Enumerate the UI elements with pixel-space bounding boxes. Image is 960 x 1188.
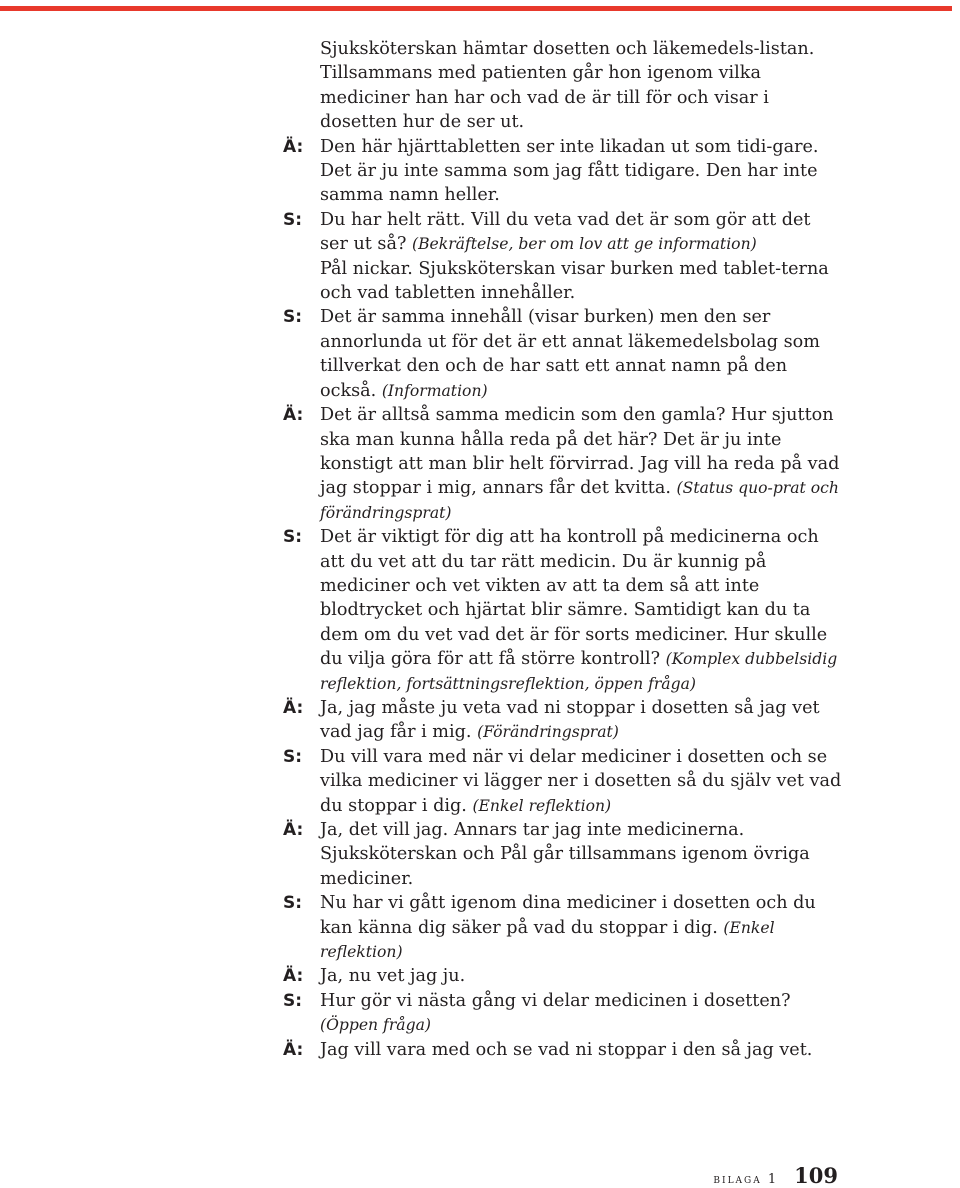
dialogue-line (283, 818, 843, 842)
line-text: Du vill vara med när vi delar mediciner i dosetten och se vilka mediciner vi lägger ner i dosetten så du själv vet vad du stoppar i dig. (320, 746, 842, 816)
top-accent-rule (0, 6, 952, 11)
speaker-label: S: (283, 209, 303, 230)
speaker-label: Ä: (283, 697, 304, 718)
speaker-label: Ä: (283, 820, 304, 840)
annotation-note: (Status quo-prat och förändringsprat) (320, 479, 839, 522)
annotation-note: (Bekräftelse, ber om lov att ge information) (411, 235, 757, 254)
dialogue-line (283, 208, 843, 257)
dialogue-line (283, 964, 843, 988)
line-text: Du har helt rätt. Vill du veta vad det är som gör att det ser ut så? (320, 209, 811, 255)
line-text: Det är samma innehåll (visar burken) men den ser annorlunda ut för det är ett annat läkemedelsbolag som tillverkat den och de har satt ett annat namn på den också. (320, 307, 820, 401)
line-text: Jag vill vara med och se vad ni stoppar i den så jag vet. (320, 1039, 813, 1060)
dialogue-line (283, 305, 843, 403)
narration-line (283, 37, 843, 135)
annotation-note: (Komplex dubbelsidig reflektion, fortsättningsreflektion, öppen fråga) (320, 650, 838, 693)
line-text: Hur gör vi nästa gång vi delar medicinen i dosetten? (320, 990, 791, 1011)
dialogue-line (283, 1038, 843, 1062)
annotation-note: (Förändringsprat) (477, 723, 619, 742)
dialogue-line (283, 696, 843, 745)
narration-line (283, 842, 843, 891)
annotation-note: (Öppen fråga) (320, 1016, 431, 1035)
speaker-label: Ä: (283, 1039, 304, 1060)
line-text: Ja, nu vet jag ju. (320, 966, 466, 987)
page-footer (713, 1163, 838, 1188)
dialogue-line (283, 891, 843, 964)
speaker-label: S: (283, 527, 303, 548)
annotation-note: (Information) (381, 381, 488, 400)
line-text: Pål nickar. Sjuksköterskan visar burken med tablet-terna och vad tabletten innehåller. (320, 258, 829, 304)
line-text: Den här hjärttabletten ser inte likadan ut som tidi-gare. Det är ju inte samma som jag fått tidigare. Den har inte samma namn heller. (320, 136, 819, 206)
narration-line (283, 257, 843, 306)
line-text: Sjuksköterskan hämtar dosetten och läkemedels-listan. Tillsammans med patienten går hon igenom vilka mediciner han har och vad de är till för och visar i dosetten hur de ser ut. (320, 39, 815, 133)
dialogue-line (283, 403, 843, 525)
line-text: Det är alltså samma medicin som den gamla? Hur sjutton ska man kunna hålla reda på det här? Det är ju inte konstigt att man blir helt förvirrad. Jag vill ha reda på vad jag stoppar i mig, annars får det kvitta. (320, 405, 840, 499)
speaker-label: S: (283, 893, 303, 914)
speaker-label: Ä: (283, 405, 304, 426)
dialogue-line (283, 745, 843, 818)
line-text: Ja, det vill jag. Annars tar jag inte medicinerna. (320, 820, 745, 840)
speaker-label: S: (283, 746, 303, 767)
section-label: bilaga 1 (713, 1172, 779, 1187)
line-text: Ja, jag måste ju veta vad ni stoppar i dosetten så jag vet vad jag får i mig. (320, 697, 820, 743)
line-text: Det är viktigt för dig att ha kontroll på medicinerna och att du vet att du tar rätt medicin. Du är kunnig på mediciner och vet vikten av att ta dem så att inte blodtrycket och hjärtat blir sämre. Samtidigt kan du ta dem om du vet vad det är för sorts mediciner. Hur skulle du vilja göra för att få större kontroll? (320, 527, 828, 670)
line-text: Sjuksköterskan och Pål går tillsammans igenom övriga mediciner. (320, 844, 810, 889)
dialogue-line (283, 135, 843, 208)
speaker-label: Ä: (283, 966, 304, 987)
annotation-note: (Enkel reflektion) (472, 796, 612, 815)
speaker-label: S: (283, 990, 303, 1011)
annotation-note: (Enkel reflektion) (320, 918, 775, 962)
speaker-label: S: (283, 307, 303, 328)
line-text: Nu har vi gått igenom dina mediciner i dosetten och du kan känna dig säker på vad du stoppar i dig. (320, 893, 816, 938)
page-number: 109 (794, 1163, 838, 1188)
dialogue-transcript (283, 37, 843, 1062)
dialogue-line (283, 525, 843, 696)
speaker-label: Ä: (283, 136, 304, 157)
dialogue-line (283, 989, 843, 1038)
